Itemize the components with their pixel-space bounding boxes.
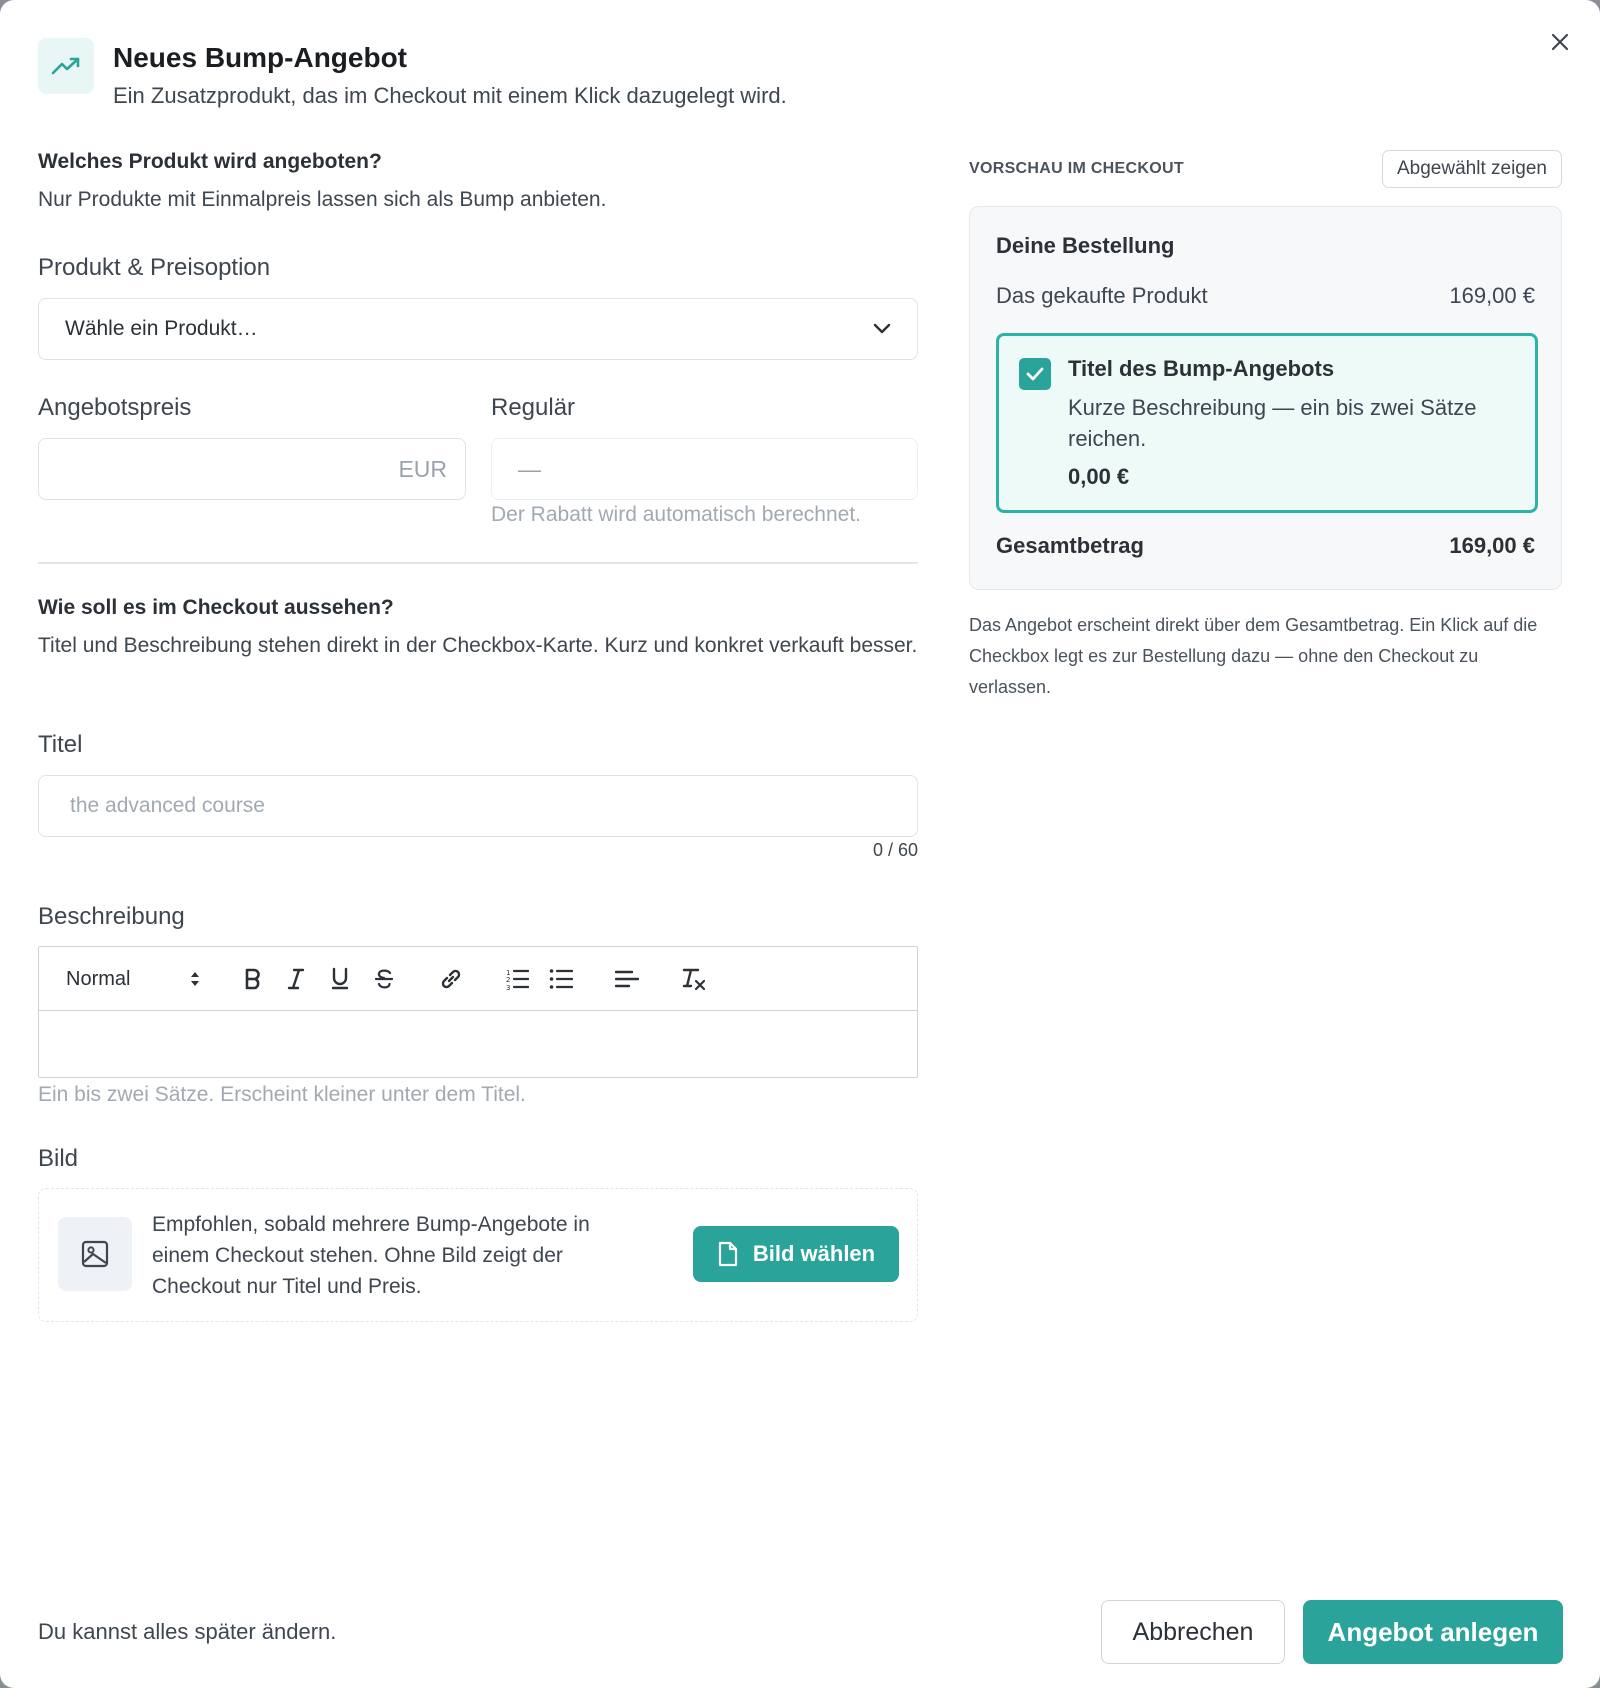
chevron-down-icon: [873, 323, 891, 335]
choose-image-label: Bild wählen: [752, 1241, 876, 1266]
regular-price-label: Regulär: [491, 394, 576, 421]
title-label: Titel: [38, 731, 83, 758]
product-select-label: Produkt & Preisoption: [38, 254, 271, 281]
strikethrough-icon: [374, 968, 394, 990]
bump-price: 0,00 €: [1068, 464, 1130, 489]
format-select[interactable]: [66, 963, 200, 995]
show-deselected-button[interactable]: Abgewählt zeigen: [1382, 150, 1562, 188]
image-placeholder: [58, 1217, 132, 1291]
offer-price-label: Angebotspreis: [38, 394, 192, 421]
clear-format-icon: [681, 967, 707, 991]
link-button[interactable]: [435, 963, 467, 995]
format-select-value: Normal: [66, 967, 131, 990]
close-icon: [1551, 33, 1569, 51]
svg-text:1: 1: [506, 969, 511, 977]
close-button[interactable]: [1544, 26, 1576, 58]
strikethrough-button[interactable]: [368, 963, 400, 995]
image-icon: [80, 1239, 110, 1269]
regular-price-value: —: [518, 455, 541, 482]
product-select[interactable]: [38, 298, 918, 360]
svg-text:2: 2: [506, 976, 511, 984]
ordered-list-button[interactable]: [501, 963, 533, 995]
footer-note: Du kannst alles später ändern.: [38, 1619, 337, 1644]
file-icon: [717, 1241, 739, 1267]
currency-suffix: EUR: [398, 455, 447, 482]
section-divider: [38, 562, 918, 564]
link-icon: [439, 967, 463, 991]
image-label: Bild: [38, 1145, 79, 1172]
preview-note: Das Angebot erscheint direkt über dem Gesamtbetrag. Ein Klick auf die Checkbox legt es zur Bestellung dazu — ohne den Checkout zu verlassen.: [969, 615, 1538, 697]
offer-price-input[interactable]: [38, 438, 466, 500]
product-select-value: Wähle ein Produkt…: [65, 317, 258, 340]
product-subtext: Nur Produkte mit Einmalpreis lassen sich als Bump anbieten.: [38, 188, 607, 211]
appearance-heading: Wie soll es im Checkout aussehen?: [38, 596, 394, 619]
dialog-subtitle: Ein Zusatzprodukt, das im Checkout mit einem Klick dazugelegt wird.: [113, 83, 787, 108]
total-value: 169,00 €: [1449, 533, 1535, 558]
discount-hint: Der Rabatt wird automatisch berechnet.: [491, 503, 862, 526]
regular-price-field: [491, 438, 918, 500]
choose-image-button[interactable]: [693, 1226, 899, 1282]
create-offer-button[interactable]: Angebot anlegen: [1303, 1600, 1563, 1664]
title-char-counter: 0 / 60: [872, 840, 918, 860]
align-button[interactable]: [611, 963, 643, 995]
bump-offer-card[interactable]: [996, 333, 1538, 513]
align-left-icon: [615, 969, 639, 989]
dialog-title: Neues Bump-Angebot: [113, 42, 407, 73]
bullet-list-icon: [549, 968, 573, 990]
editor-toolbar: [39, 947, 917, 1011]
description-label: Beschreibung: [38, 903, 185, 930]
bump-checkbox[interactable]: [1019, 358, 1051, 390]
title-placeholder: the advanced course: [70, 794, 265, 817]
order-preview-card: [969, 206, 1562, 590]
bump-title: Titel des Bump-Angebots: [1068, 356, 1335, 381]
italic-button[interactable]: [280, 963, 312, 995]
trending-up-icon: [51, 56, 81, 76]
bump-description: Kurze Beschreibung — ein bis zwei Sätze reichen.: [1068, 395, 1477, 451]
description-hint: Ein bis zwei Sätze. Erscheint kleiner unter dem Titel.: [38, 1083, 526, 1106]
description-editor: [38, 946, 918, 1078]
updown-icon: [190, 970, 200, 988]
purchased-product-price: 169,00 €: [1449, 283, 1535, 308]
form-column: [38, 150, 918, 1298]
image-hint-text: Empfohlen, sobald mehrere Bump-Angebote in einem Checkout stehen. Ohne Bild zeigt der Checkout nur Titel und Preis.: [152, 1213, 590, 1298]
italic-icon: [287, 968, 305, 990]
description-textarea[interactable]: [39, 1011, 917, 1075]
header-icon-box: [38, 38, 94, 94]
bold-button[interactable]: [237, 963, 269, 995]
ordered-list-icon: [505, 968, 529, 990]
appearance-subtext: Titel und Beschreibung stehen direkt in der Checkbox-Karte. Kurz und konkret verkauft besser.: [38, 634, 918, 657]
order-title: Deine Bestellung: [996, 233, 1175, 258]
purchased-product-name: Das gekaufte Produkt: [996, 283, 1208, 308]
underline-button[interactable]: [324, 963, 356, 995]
preview-label: VORSCHAU IM CHECKOUT: [969, 160, 1184, 177]
svg-text:3: 3: [506, 984, 511, 990]
bullet-list-button[interactable]: [545, 963, 577, 995]
product-heading: Welches Produkt wird angeboten?: [38, 150, 382, 173]
title-input[interactable]: [38, 775, 918, 837]
bold-icon: [244, 968, 262, 990]
cancel-button[interactable]: Abbrechen: [1101, 1600, 1285, 1664]
total-label: Gesamtbetrag: [996, 533, 1144, 558]
underline-icon: [330, 967, 350, 991]
clear-format-button[interactable]: [678, 963, 710, 995]
check-icon: [1025, 366, 1045, 382]
image-upload-card: [38, 1188, 918, 1322]
